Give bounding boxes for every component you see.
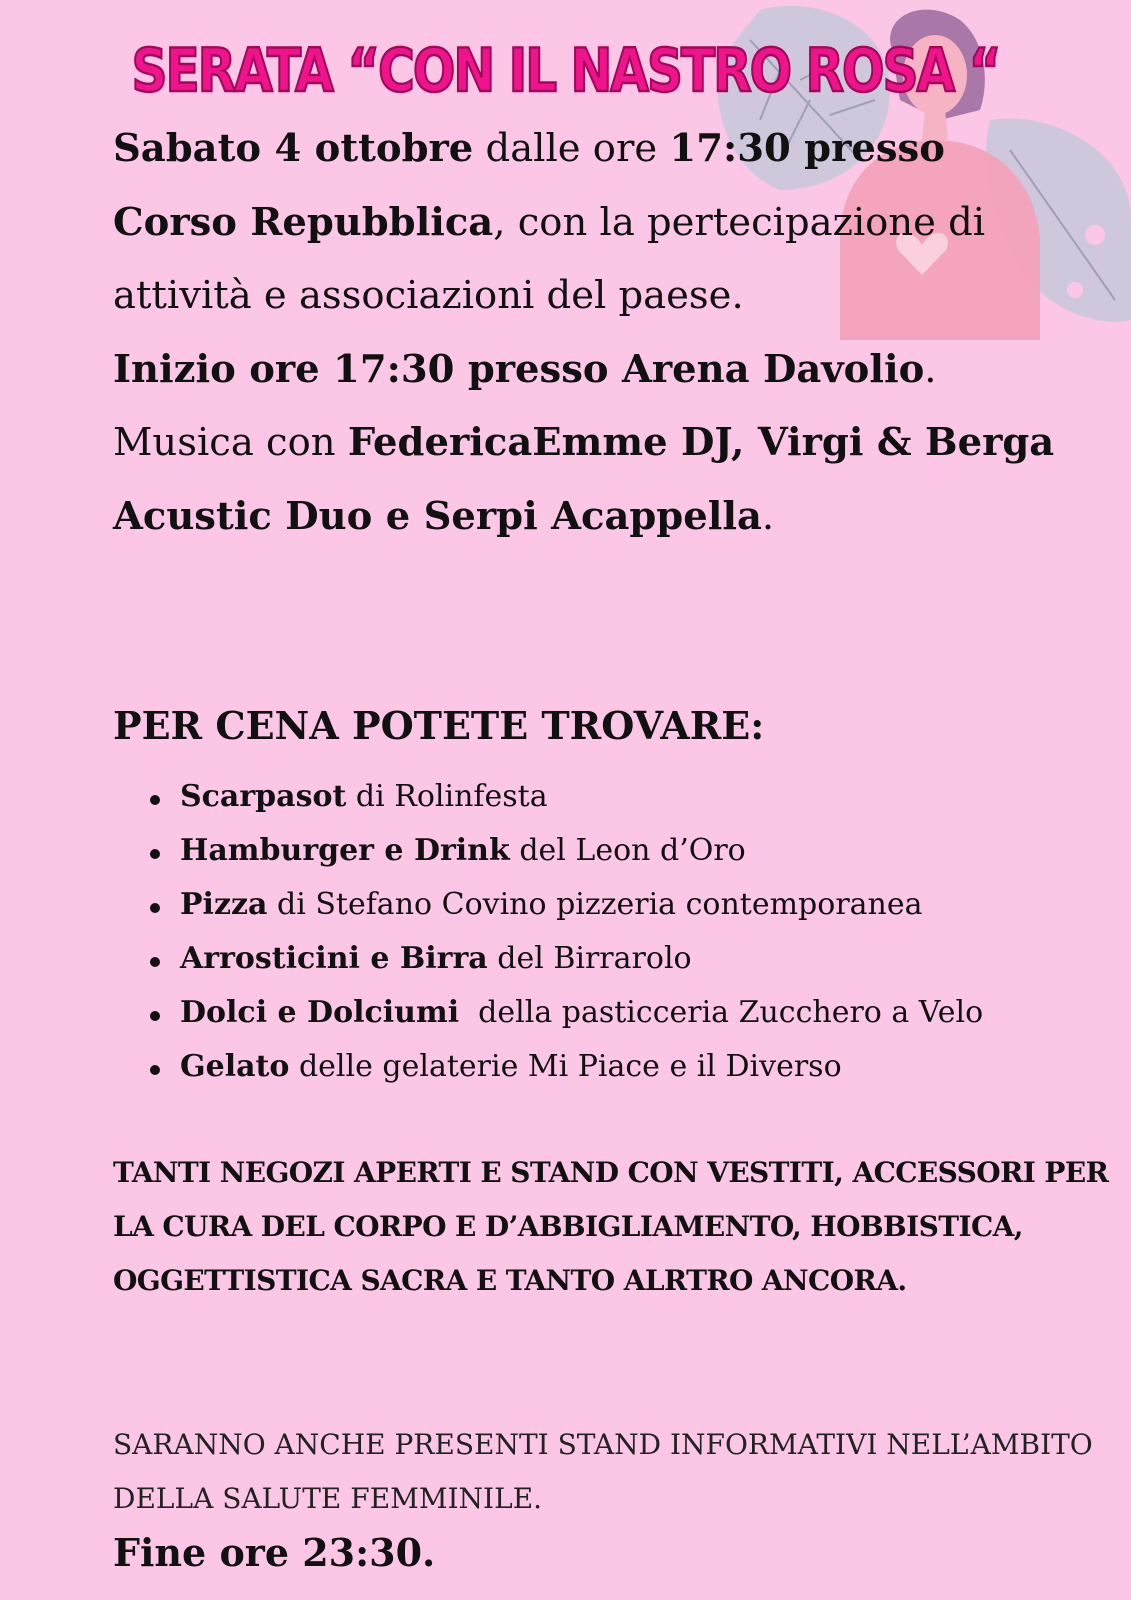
event-text: . [761,493,775,539]
event-text: dalle ore [473,126,670,171]
menu-item-vendor: del Leon d’Oro [509,833,746,868]
event-place: Corso Repubblica [113,199,494,245]
event-text: , con la pertecipazione di attività e associazioni del paese. [113,199,986,318]
shops-paragraph: TANTI NEGOZI APERTI E STAND CON VESTITI, ACCESSORI PER LA CURA DEL CORPO E D’ABBIGLIAMENTO, HOBBISTICA, OGGETTISTICA SACRA E TANTO ALRTRO ANCORA. [113,1156,1109,1297]
list-item [150,1040,983,1094]
menu-item-vendor: di Rolinfesta [346,779,548,814]
menu-item-name: Gelato [180,1049,290,1084]
info-paragraph: SARANNO ANCHE PRESENTI STAND INFORMATIVI NELL’AMBITO DELLA SALUTE FEMMINILE. [113,1428,1093,1515]
menu-item-vendor: di Stefano Covino pizzeria contemporanea [267,887,923,922]
menu-item-name: Scarpasot [180,779,347,814]
list-item [150,770,983,824]
menu-item-name: Dolci e Dolciumi [180,995,460,1030]
event-text: Musica con [113,420,348,465]
menu-item-name: Hamburger e Drink [180,833,510,868]
menu-item-vendor: delle gelaterie Mi Piace e il Diverso [289,1049,842,1084]
menu-item-vendor: del Birrarolo [487,941,692,976]
event-title: SERATA “CON IL NASTRO ROSA “ [131,36,1000,106]
event-time: 17:30 presso [669,126,945,171]
event-text: . [924,346,937,392]
list-item [150,986,983,1040]
menu-list [150,770,983,1094]
list-item [150,878,983,932]
menu-heading: PER CENA POTETE TROVARE: [113,703,765,748]
menu-item-name: Arrosticini e Birra [180,941,488,976]
list-item [150,824,983,878]
menu-item-vendor: della pasticceria Zucchero a Velo [459,995,984,1030]
end-time: Fine ore 23:30. [113,1530,436,1575]
event-start: Inizio ore 17:30 presso Arena Davolio [113,346,925,392]
event-artists: FedericaEmme DJ, Virgi & Berga Acustic Duo e Serpi Acappella [113,420,1055,539]
event-description [113,112,1113,553]
menu-item-name: Pizza [180,887,268,922]
event-date: Sabato 4 ottobre [113,126,474,171]
list-item [150,932,983,986]
